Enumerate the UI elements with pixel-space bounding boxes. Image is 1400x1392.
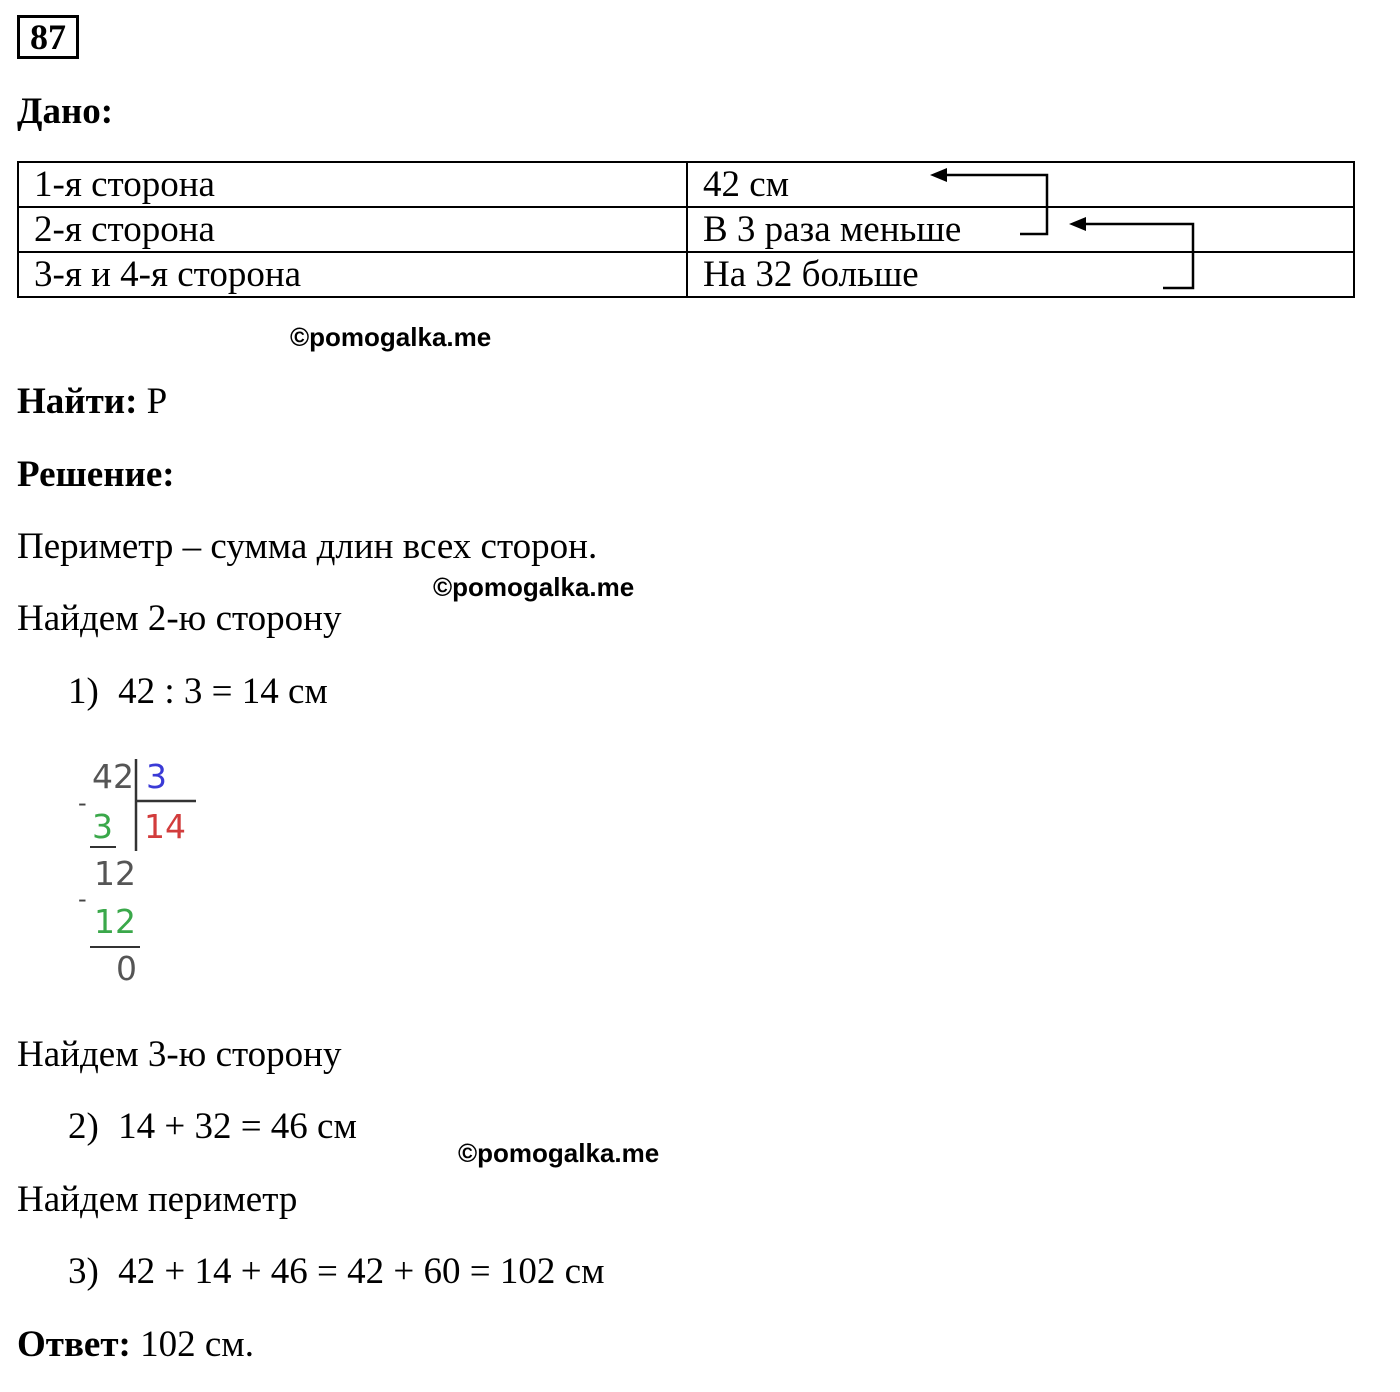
- step2-equation: 14 + 32 = 46 см: [118, 1106, 357, 1147]
- arrowhead-icon: [930, 168, 947, 182]
- step3-equation-line: [68, 1250, 605, 1293]
- subtrahend-2: 12: [94, 902, 136, 941]
- answer-value: 102 см.: [140, 1324, 254, 1365]
- divisor: 3: [146, 757, 167, 796]
- table-cell-label: 3-я и 4-я сторона: [18, 252, 687, 297]
- solution-intro: Периметр – сумма длин всех сторон.: [17, 526, 598, 567]
- remainder-1: 12: [94, 854, 136, 893]
- subtrahend-1: 3: [92, 807, 113, 846]
- table-cell-value: В 3 раза меньше: [687, 207, 1354, 252]
- given-heading: Дано:: [17, 91, 114, 132]
- answer-line: [17, 1323, 254, 1366]
- step1-title: Найдем 2-ю сторону: [17, 598, 342, 639]
- watermark: ©pomogalka.me: [290, 322, 492, 352]
- step2-equation-line: [68, 1105, 357, 1148]
- arrowhead-icon: [1069, 217, 1086, 231]
- final-remainder: 0: [116, 949, 137, 988]
- long-division: [78, 755, 208, 990]
- table-cell-value: На 32 больше: [687, 252, 1354, 297]
- arrow-row2-to-row1: [945, 175, 1047, 234]
- step3-title: Найдем периметр: [17, 1179, 298, 1220]
- relation-arrows: [0, 0, 1400, 320]
- dividend: 42: [92, 757, 134, 796]
- step1-number: 1): [68, 671, 99, 712]
- table-cell-value: 42 см: [687, 162, 1354, 207]
- step2-title: Найдем 3-ю сторону: [17, 1034, 342, 1075]
- find-line: [17, 380, 167, 423]
- step1-equation-line: [68, 670, 328, 713]
- table-cell-label: 1-я сторона: [18, 162, 687, 207]
- minus-sign: -: [78, 885, 87, 913]
- find-label: Найти:: [17, 381, 138, 422]
- step2-number: 2): [68, 1106, 99, 1147]
- minus-sign: -: [78, 789, 87, 817]
- answer-label: Ответ:: [17, 1324, 131, 1365]
- solution-heading: Решение:: [17, 454, 175, 495]
- problem-number: 87: [17, 15, 79, 59]
- arrow-row3-to-row2: [1085, 224, 1193, 288]
- table-cell-label: 2-я сторона: [18, 207, 687, 252]
- step3-number: 3): [68, 1251, 99, 1292]
- watermark: ©pomogalka.me: [458, 1138, 660, 1168]
- step1-equation: 42 : 3 = 14 см: [118, 671, 328, 712]
- watermark: ©pomogalka.me: [433, 572, 635, 602]
- quotient: 14: [144, 807, 186, 846]
- find-value: P: [146, 381, 168, 422]
- step3-equation: 42 + 14 + 46 = 42 + 60 = 102 см: [118, 1251, 605, 1292]
